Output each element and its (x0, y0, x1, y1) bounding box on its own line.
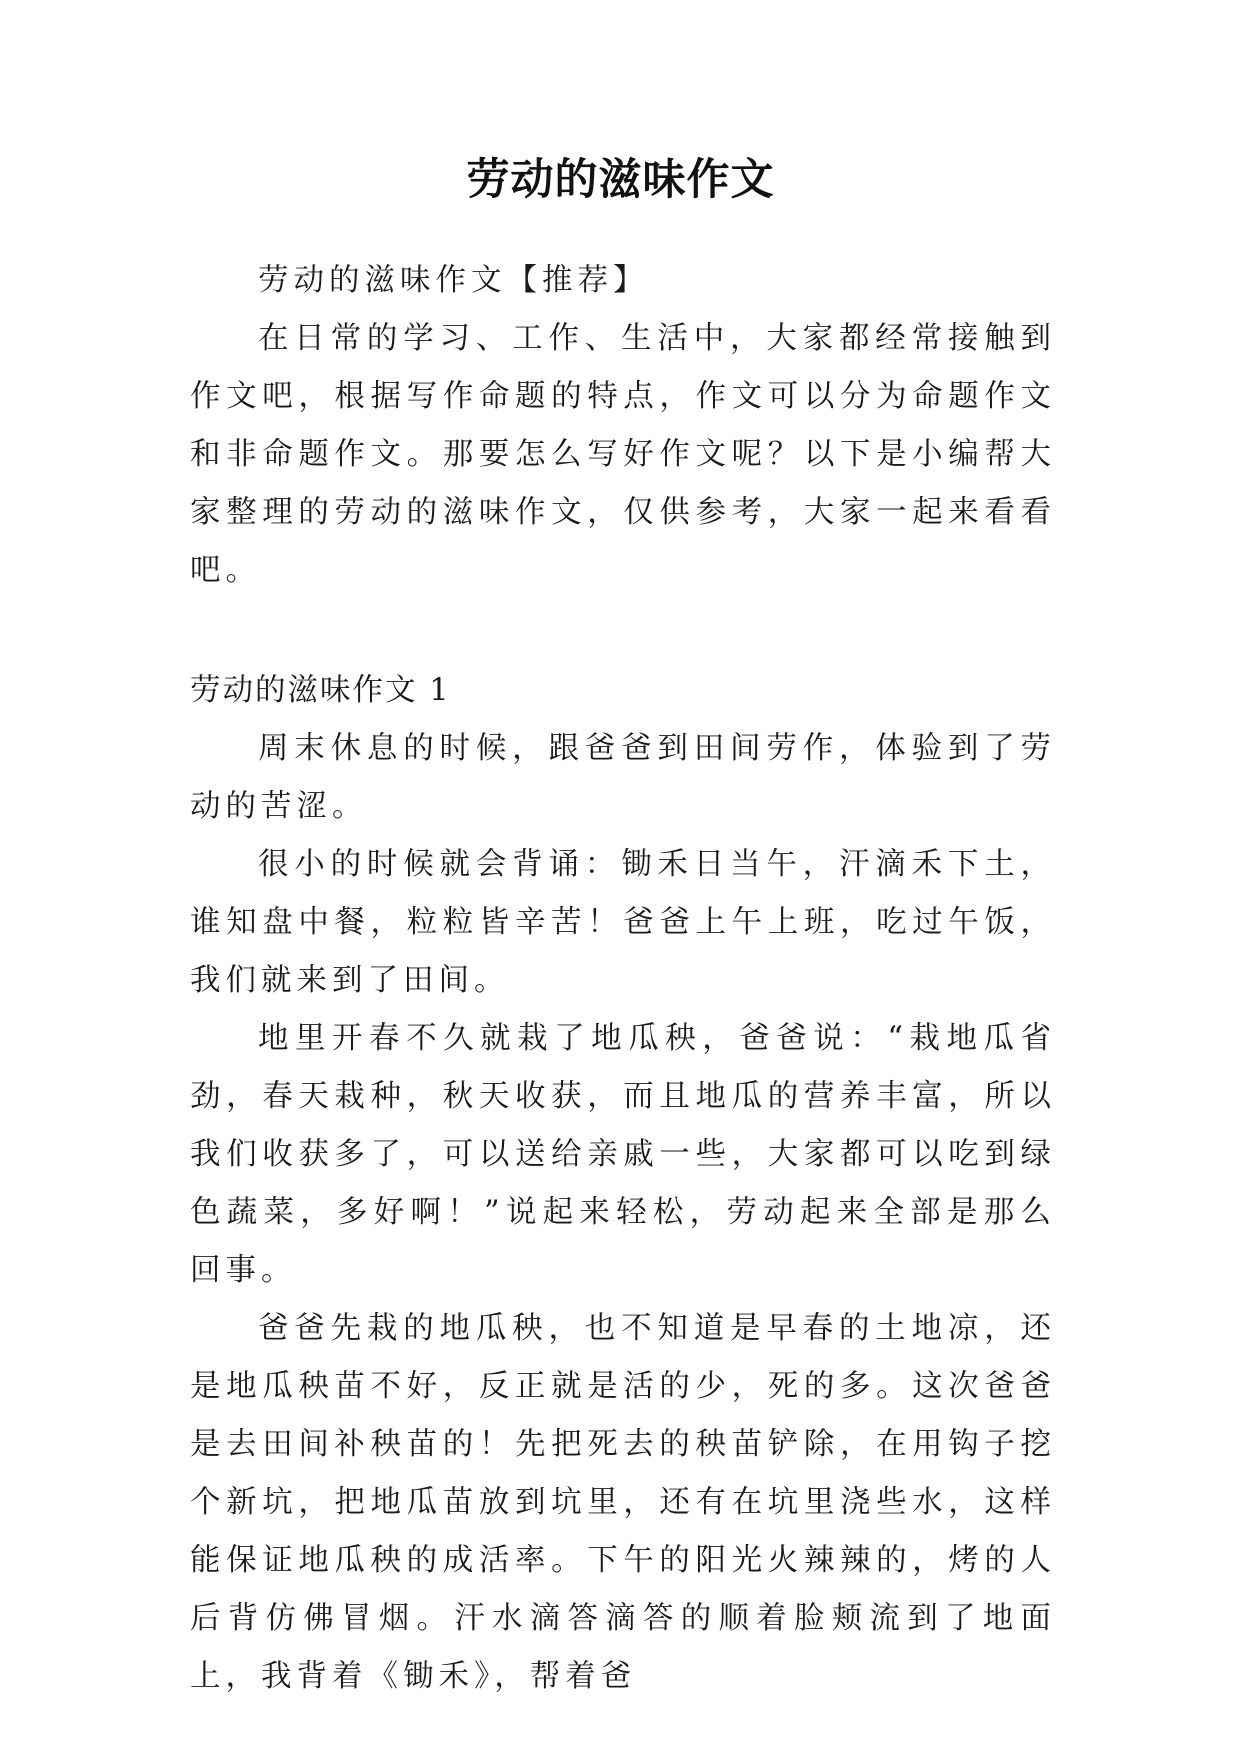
document-title: 劳动的滋味作文 (466, 155, 775, 205)
document-body (190, 252, 1056, 1706)
intro-subtitle: 劳动的滋味作文【推荐】 (258, 263, 649, 298)
intro-paragraph: 在日常的学习、工作、生活中，大家都经常接触到作文吧，根据写作命题的特点，作文可以分为命题作文和非命题作文。那要怎么写好作文呢？以下是小编帮大家整理的劳动的滋味作文，仅供参考，大家一起来看看吧。 (190, 321, 1056, 588)
body-paragraph-4: 爸爸先栽的地瓜秧，也不知道是早春的土地凉，还是地瓜秧苗不好，反正就是活的少，死的多。这次爸爸是去田间补秧苗的！先把死去的秧苗铲除，在用钩子挖个新坑，把地瓜苗放到坑里，还有在坑里浇些水，这样能保证地瓜秧的成活率。下午的阳光火辣辣的，烤的人后背仿佛冒烟。汗水滴答滴答的顺着脸颊流到了地面上，我背着《锄禾》，帮着爸 (190, 1311, 1056, 1694)
section-heading: 劳动的滋味作文 1 (190, 673, 451, 708)
body-paragraph-3: 地里开春不久就栽了地瓜秧，爸爸说：“栽地瓜省劲，春天栽种，秋天收获，而且地瓜的营养丰富，所以我们收获多了，可以送给亲戚一些，大家都可以吃到绿色蔬菜，多好啊！”说起来轻松，劳动起来全部是那么回事。 (190, 1021, 1056, 1288)
body-paragraph-1: 周末休息的时候，跟爸爸到田间劳作，体验到了劳动的苦涩。 (190, 731, 1056, 824)
body-paragraph-2: 很小的时候就会背诵：锄禾日当午，汗滴禾下土，谁知盘中餐，粒粒皆辛苦！爸爸上午上班，吃过午饭，我们就来到了田间。 (190, 847, 1056, 998)
